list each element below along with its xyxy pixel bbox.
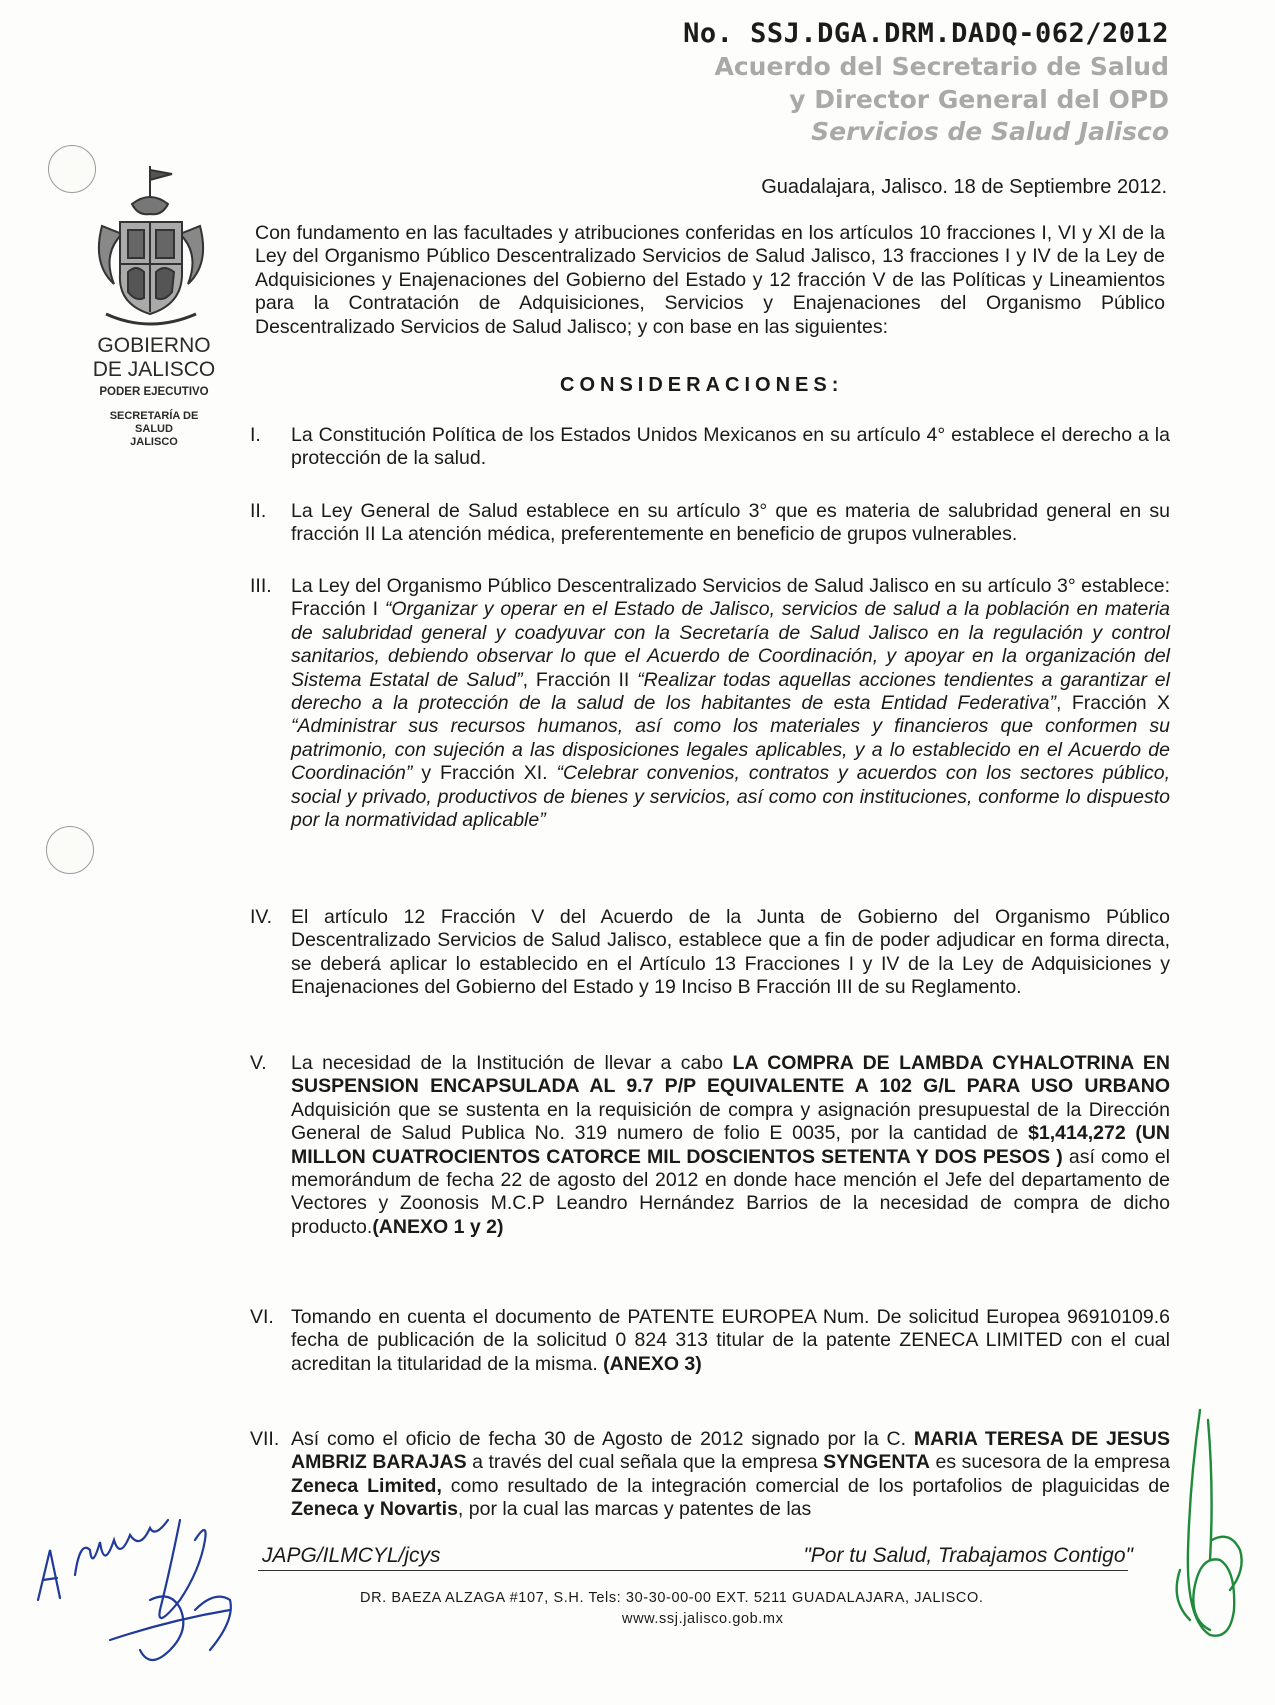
- item-text: La Ley del Organismo Público Descentralizado Servicios de Salud Jalisco en su artículo 3° establece: Fracción I “Organizar y operar en el Estado de Jalisco, servicios de salud a la población en materia de salubridad general y coadyuvar con la Secretaría de Salud Jalisco en la regulación y control sanitarios, debiendo observar lo que el Acuerdo de Coordinación, y apoyar en la organización del Sistema Estatal de Salud”, Fracción II “Realizar todas aquellas acciones tendientes a garantizar el derecho a la protección de la salud de los habitantes de esta Entidad Federativa”, Fracción X “Administrar sus recursos humanos, así como los materiales y financieros que conformen su patrimonio, con sujeción a las disposiciones legales aplicables, y a lo establecido en el Acuerdo de Coordinación” y Fracción XI. “Celebrar convenios, contratos y acuerdos con los sectores público, social y privado, productivos de bienes y servicios, así como con instituciones, conforme lo dispuesto por la normatividad aplicable”: [291, 575, 1170, 832]
- document-number: No. SSJ.DGA.DRM.DADQ-062/2012: [683, 18, 1169, 49]
- item-text: Así como el oficio de fecha 30 de Agosto de 2012 signado por la C. MARIA TERESA DE JESUS AMBRIZ BARAJAS a través del cual señala que la empresa SYNGENTA es sucesora de la empresa Zeneca Limited, como resultado de la integración comercial de los portafolios de plaguicidas de Zeneca y Novartis, por la cual las marcas y patentes de las: [291, 1428, 1171, 1521]
- item-text: El artículo 12 Fracción V del Acuerdo de la Junta de Gobierno del Organismo Público Descentralizado Servicios de Salud Jalisco, establece que a fin de poder adjudicar en forma directa, se deberá aplicar lo establecido en el Artículo 13 Fracciones I y IV de la Ley de Adquisiciones y Enajenaciones del Gobierno del Estado y 19 Inciso B Fracción III de su Reglamento.: [291, 906, 1170, 999]
- consideration-item-iii: [250, 575, 1170, 832]
- consideration-item-v: [250, 1052, 1170, 1239]
- item-number: IV.: [250, 906, 273, 928]
- initials: JAPG/ILMCYL/jcys: [262, 1544, 441, 1567]
- handwritten-note-signature: [30, 1480, 260, 1680]
- gov-branch: PODER EJECUTIVO: [99, 386, 209, 398]
- intro-paragraph: Con fundamento en las facultades y atribuciones conferidas en los artículos 10 fracciones I, VI y XI de la Ley del Organismo Público Descentralizado Servicios de Salud Jalisco, 13 fracciones I y IV de la Ley de Adquisiciones y Enajenaciones del Gobierno del Estado y 12 fracción V de las Políticas y Lineamientos para la Contratación de Adquisiciones, Servicios y Enajenaciones del Organismo Público Descentralizado Servicios de Salud Jalisco; y con base en las siguientes:: [255, 222, 1165, 338]
- consideration-item-i: [250, 424, 1170, 471]
- item-text: La necesidad de la Institución de llevar a cabo LA COMPRA DE LAMBDA CYHALOTRINA EN SUSPENSION ENCAPSULADA AL 9.7 P/P EQUIVALENTE A 102 G/L PARA USO URBANO Adquisición que se sustenta en la requisición de compra y asignación presupuestal de la Dirección General de Salud Publica No. 319 numero de folio E 0035, por la cantidad de $1,414,272 (UN MILLON CUATROCIENTOS CATORCE MIL DOSCIENTOS SETENTA Y DOS PESOS ) así como el memorándum de fecha 22 de agosto del 2012 en donde hace mención el Jefe del departamento de Vectores y Zoonosis M.C.P Leandro Hernández Barrios de la necesidad de compra de dicho producto.(ANEXO 1 y 2): [291, 1052, 1171, 1238]
- website: www.ssj.jalisco.gob.mx: [622, 1611, 784, 1627]
- consideration-item-vi: [250, 1306, 1170, 1376]
- gov-dept-1: SECRETARÍA DE: [109, 410, 199, 422]
- item-number: II.: [250, 500, 267, 522]
- item-number: III.: [250, 575, 272, 597]
- item-number: V.: [250, 1052, 267, 1074]
- consideration-item-ii: [250, 500, 1170, 547]
- item-number: I.: [250, 424, 261, 446]
- address: DR. BAEZA ALZAGA #107, S.H. Tels: 30-30-00-00 EXT. 5211 GUADALAJARA, JALISCO.: [360, 1590, 984, 1606]
- green-signature: [1150, 1400, 1260, 1650]
- punch-hole-top: [48, 145, 96, 193]
- gov-dept-2: SALUD: [135, 423, 173, 435]
- item-text: La Constitución Política de los Estados Unidos Mexicanos en su artículo 4° establece el derecho a la protección de la salud.: [291, 424, 1170, 470]
- document-date: Guadalajara, Jalisco. 18 de Septiembre 2012.: [761, 176, 1167, 198]
- header-line-1: Acuerdo del Secretario de Salud: [714, 52, 1169, 81]
- header-line-3: Servicios de Salud Jalisco: [811, 117, 1169, 146]
- item-number: VII.: [250, 1428, 280, 1450]
- coat-of-arms-icon: [92, 164, 212, 334]
- consideration-item-vii: [250, 1428, 1170, 1522]
- item-text: Tomando en cuenta el documento de PATENTE EUROPEA Num. De solicitud Europea 96910109.6 fecha de publicación de la solicitud 0 824 313 titular de la patente ZENECA LIMITED con el cual acreditan la titularidad de la misma. (ANEXO 3): [291, 1306, 1170, 1375]
- punch-hole-middle: [46, 826, 94, 874]
- gov-name-2: DE JALISCO: [92, 358, 216, 381]
- item-text: La Ley General de Salud establece en su artículo 3° que es materia de salubridad general en su fracción II La atención médica, preferentemente en beneficio de grupos vulnerables.: [291, 500, 1170, 546]
- item-number: VI.: [250, 1306, 274, 1328]
- considerations-title: CONSIDERACIONES:: [560, 374, 844, 396]
- consideration-item-iv: [250, 906, 1170, 1000]
- gov-name-1: GOBIERNO: [97, 334, 211, 357]
- header-line-2: y Director General del OPD: [789, 85, 1169, 114]
- motto: "Por tu Salud, Trabajamos Contigo": [803, 1544, 1133, 1567]
- gov-dept-3: JALISCO: [130, 436, 178, 448]
